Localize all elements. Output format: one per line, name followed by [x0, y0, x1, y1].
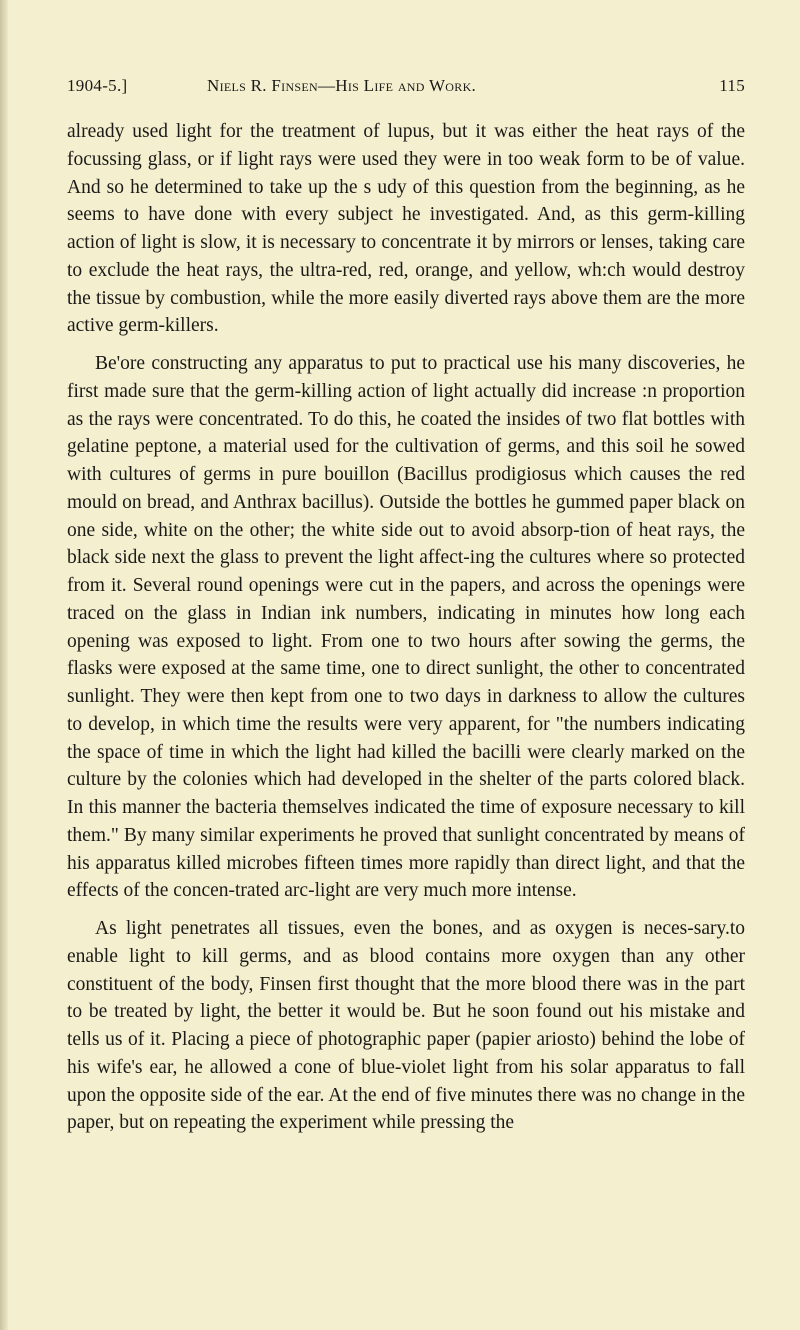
running-header [67, 76, 745, 104]
page-number: 115 [719, 76, 745, 95]
volume-label: 1904-5.] [67, 76, 128, 95]
running-title: Niels R. Finsen—His Life and Work. [207, 76, 477, 95]
paragraph-2: Be'ore constructing any apparatus to put to practical use his many discoveries, he first made sure that the germ-killing action of light actually did increase :n proportion as the rays were concentrated. To do this, he coated the insides of two flat bottles with gelatine peptone, a material used for the cultivation of germs, and this soil he sowed with cultures of germs in pure bouillon (Bacillus prodigiosus which causes the red mould on bread, and Anthrax bacillus). Outside the bottles he gummed paper black on one side, white on the other; the white side out to avoid absorp-tion of heat rays, the black side next the glass to prevent the light affect-ing the cultures where so protected from it. Several round openings were cut in the papers, and across the openings were traced on the glass in Indian ink numbers, indicating in minutes how long each opening was exposed to light. From one to two hours after sowing the germs, the flasks were exposed at the same time, one to direct sunlight, the other to concentrated sunlight. They were then kept from one to two days in darkness to allow the cultures to develop, in which time the results were very apparent, for "the numbers indicating the space of time in which the light had killed the bacilli were clearly marked on the culture by the colonies which had developed in the shelter of the parts colored black. In this manner the bacteria themselves indicated the time of exposure necessary to kill them." By many similar experiments he proved that sunlight concentrated by means of his apparatus killed microbes fifteen times more rapidly than direct light, and that the effects of the concen-trated arc-light are very much more intense. [67, 353, 745, 902]
body-text [67, 118, 745, 1137]
page-edge-shadow [0, 0, 8, 1330]
paragraph-3: As light penetrates all tissues, even the bones, and as oxygen is neces-sary.to enable light to kill germs, and as blood contains more oxygen than any other constituent of the body, Finsen first thought that the more blood there was in the part to be treated by light, the better it would be. But he soon found out his mistake and tells us of it. Placing a piece of photographic paper (papier ariosto) behind the lobe of his wife's ear, he allowed a cone of blue-violet light from his solar apparatus to fall upon the opposite side of the ear. At the end of five minutes there was no change in the paper, but on repeating the experiment while pressing the [67, 918, 745, 1134]
paragraph-1: already used light for the treatment of lupus, but it was either the heat rays of the focussing glass, or if light rays were used they were in too weak form to be of value. And so he determined to take up the s udy of this question from the beginning, as he seems to have done with every subject he investigated. And, as this germ-killing action of light is slow, it is necessary to concentrate it by mirrors or lenses, taking care to exclude the heat rays, the ultra-red, red, orange, and yellow, wh:ch would destroy the tissue by combustion, while the more easily diverted rays above them are the more active germ-killers. [67, 121, 745, 337]
